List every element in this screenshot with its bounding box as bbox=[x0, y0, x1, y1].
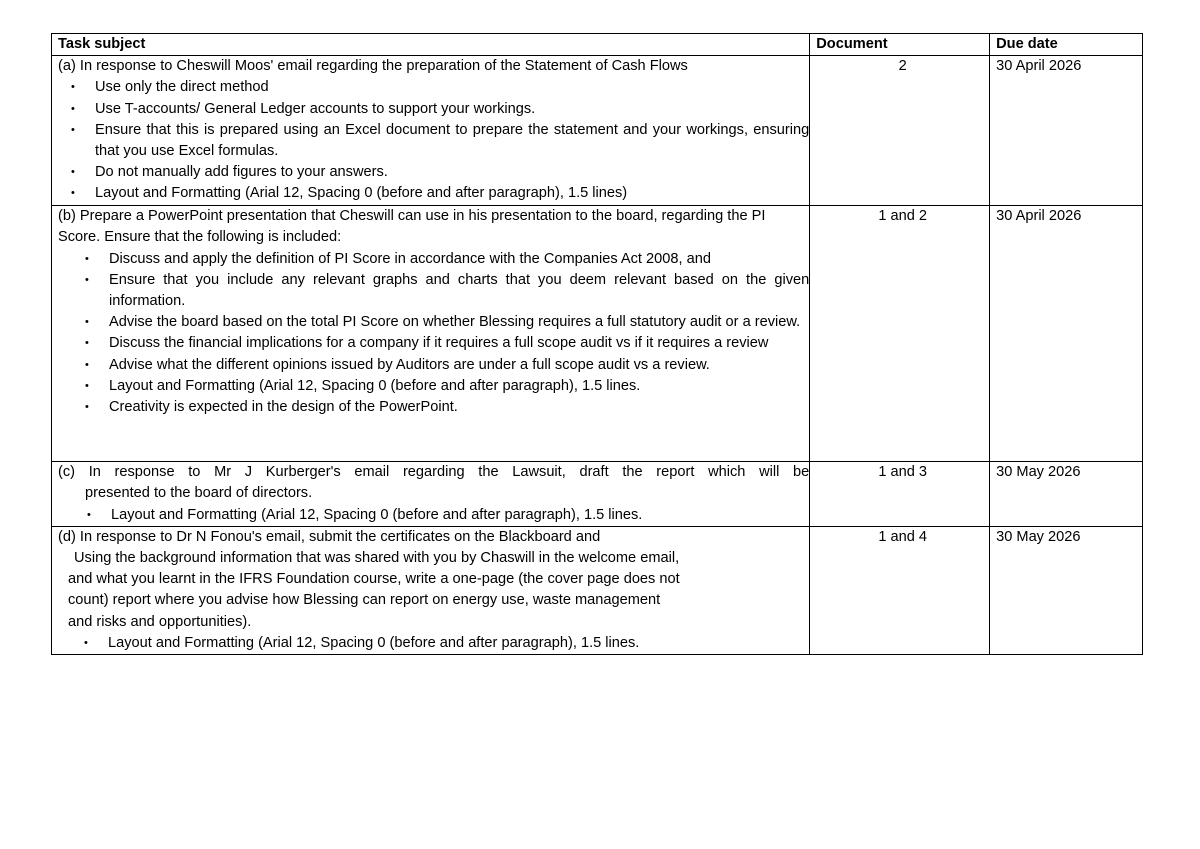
list-item: • Use T-accounts/ General Ledger accounts to support your workings. bbox=[95, 99, 809, 120]
list-item: • Do not manually add figures to your answers. bbox=[95, 162, 809, 183]
list-item: • Layout and Formatting (Arial 12, Spacing 0 (before and after paragraph), 1.5 lines) bbox=[95, 183, 809, 204]
task-paragraph-line: and what you learnt in the IFRS Foundation course, write a one-page (the cover page does not bbox=[68, 571, 680, 588]
list-item: • Advise what the different opinions issued by Auditors are under a full scope audit vs a review. bbox=[109, 355, 809, 376]
list-item: • Ensure that you include any relevant graphs and charts that you deem relevant based on the given information. bbox=[109, 270, 809, 312]
task-bullet-list bbox=[111, 505, 809, 526]
header-document: Document bbox=[810, 34, 990, 56]
list-item: • Use only the direct method bbox=[95, 77, 809, 98]
task-cell bbox=[52, 462, 810, 527]
document-cell: 2 bbox=[810, 56, 990, 206]
due-date-cell: 30 April 2026 bbox=[990, 206, 1143, 462]
list-item: • Discuss and apply the definition of PI Score in accordance with the Companies Act 2008, and bbox=[109, 249, 809, 270]
task-intro: (b) Prepare a PowerPoint presentation that Cheswill can use in his presentation to the board, regarding the PI Score. Ensure that the following is included: bbox=[58, 208, 766, 246]
header-row bbox=[52, 34, 1143, 56]
table-row bbox=[52, 526, 1143, 654]
task-bullet-list bbox=[95, 77, 809, 204]
task-cell bbox=[52, 526, 810, 654]
list-item: • Discuss the financial implications for a company if it requires a full scope audit vs if it requires a review bbox=[109, 333, 809, 354]
due-date-cell: 30 May 2026 bbox=[990, 526, 1143, 654]
list-item: • Advise the board based on the total PI Score on whether Blessing requires a full statutory audit or a review. bbox=[109, 312, 809, 333]
table-row bbox=[52, 206, 1143, 462]
document-cell: 1 and 4 bbox=[810, 526, 990, 654]
task-intro: (d) In response to Dr N Fonou's email, submit the certificates on the Blackboard and bbox=[58, 528, 601, 545]
task-paragraph-line: and risks and opportunities). bbox=[68, 613, 252, 630]
table-row bbox=[52, 462, 1143, 527]
table-row bbox=[52, 56, 1143, 206]
due-date-cell: 30 April 2026 bbox=[990, 56, 1143, 206]
list-item: • Layout and Formatting (Arial 12, Spacing 0 (before and after paragraph), 1.5 lines. bbox=[111, 505, 809, 526]
task-cell bbox=[52, 56, 810, 206]
list-item: • Layout and Formatting (Arial 12, Spacing 0 (before and after paragraph), 1.5 lines. bbox=[108, 633, 809, 654]
task-paragraph-line: count) report where you advise how Blessing can report on energy use, waste management bbox=[68, 592, 661, 609]
due-date-cell: 30 May 2026 bbox=[990, 462, 1143, 527]
list-item: • Ensure that this is prepared using an Excel document to prepare the statement and your workings, ensuring that you use Excel formulas. bbox=[95, 120, 809, 162]
list-item: • Layout and Formatting (Arial 12, Spacing 0 (before and after paragraph), 1.5 lines. bbox=[109, 376, 809, 397]
task-bullet-list bbox=[108, 633, 809, 654]
task-intro-continued: presented to the board of directors. bbox=[85, 485, 313, 502]
document-cell: 1 and 3 bbox=[810, 462, 990, 527]
task-intro: (c) In response to Mr J Kurberger's email regarding the Lawsuit, draft the report which will be bbox=[58, 464, 810, 481]
list-item: • Creativity is expected in the design of the PowerPoint. bbox=[109, 397, 809, 418]
task-table bbox=[51, 33, 1143, 655]
header-due-date: Due date bbox=[990, 34, 1143, 56]
task-paragraph-line: Using the background information that was shared with you by Chaswill in the welcome email, bbox=[74, 550, 680, 567]
task-intro: (a) In response to Cheswill Moos' email regarding the preparation of the Statement of Cash Flows bbox=[58, 58, 688, 75]
document-cell: 1 and 2 bbox=[810, 206, 990, 462]
task-bullet-list bbox=[109, 249, 809, 419]
header-task-subject: Task subject bbox=[52, 34, 810, 56]
task-cell bbox=[52, 206, 810, 462]
